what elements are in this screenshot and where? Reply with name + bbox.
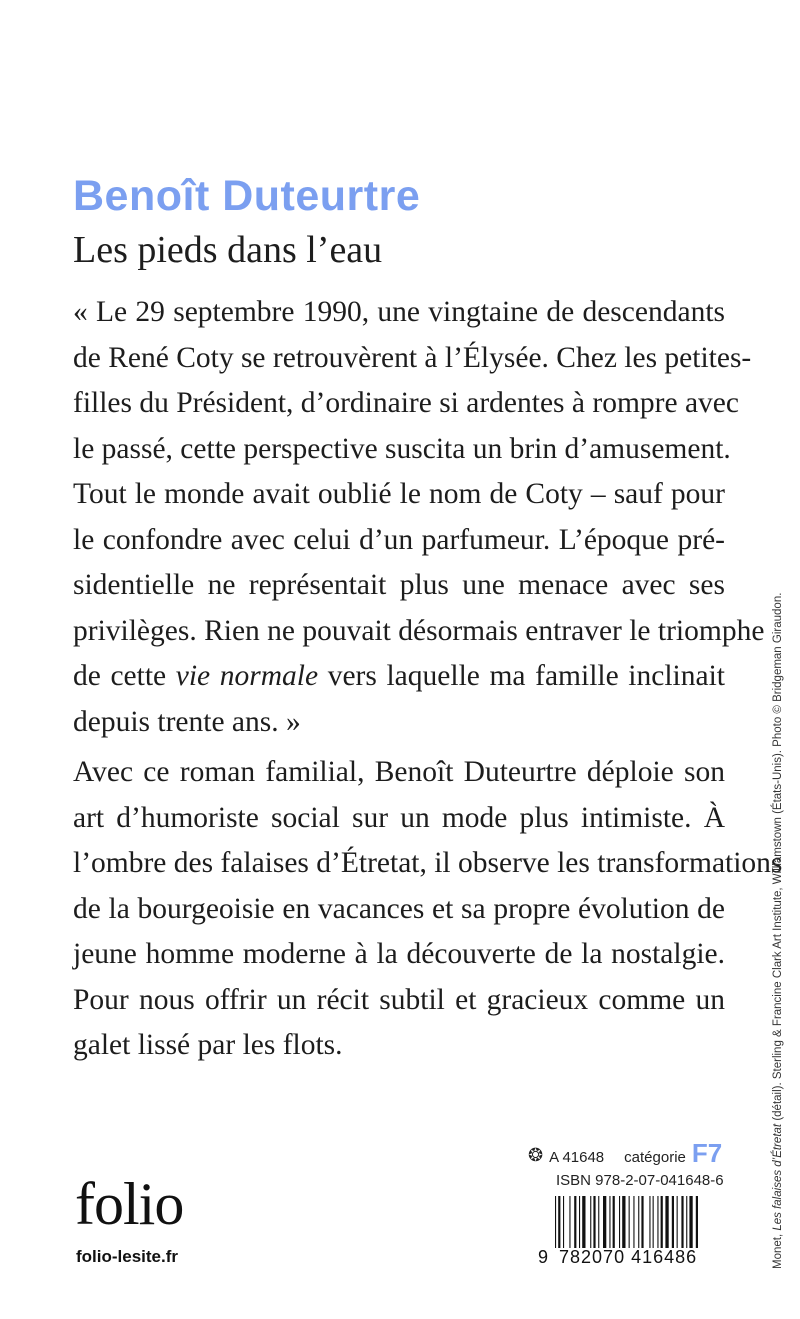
barcode-bar — [609, 1196, 610, 1248]
barcode-bar — [622, 1196, 625, 1248]
barcode-bar — [579, 1196, 580, 1248]
barcode-bar — [633, 1196, 634, 1248]
barcode-number: 782070 416486 — [559, 1247, 698, 1267]
quote-line: le confondre avec celui d’un parfumeur. L’époque pré- — [73, 523, 725, 556]
barcode-bar — [629, 1196, 630, 1248]
barcode-bar — [569, 1196, 570, 1248]
credit-suffix: (détail). Sterling & Francine Clark Art Institute, Williamstown (États-Unis). Photo © Bridgeman Giraudon. — [772, 592, 784, 1124]
quote-line: le passé, cette perspective suscita un brin d’amusement. — [73, 432, 731, 465]
barcode-bar — [686, 1196, 687, 1248]
image-credit — [772, 593, 784, 1269]
quote-line: privilèges. Rien ne pouvait désormais entraver le triomphe — [73, 614, 765, 647]
quote-line: filles du Président, d’ordinaire si ardentes à rompre avec — [73, 387, 739, 419]
quote-line-with-italic — [73, 654, 725, 700]
barcode-bar — [649, 1196, 650, 1248]
catalog-info — [528, 1140, 722, 1166]
barcode-bar — [582, 1196, 585, 1248]
author-name: Benoît Duteurtre — [73, 172, 421, 220]
quote-line: « Le 29 septembre 1990, une vingtaine de descendants — [73, 296, 725, 328]
isbn: ISBN 978-2-07-041648-6 — [556, 1172, 724, 1189]
italic-phrase: vie normale — [175, 660, 319, 692]
barcode — [555, 1196, 723, 1248]
barcode-bar — [665, 1196, 668, 1248]
blurb-line: Pour nous offrir un récit subtil et gracieux comme un — [73, 983, 725, 1016]
catalog-number: A 41648 — [549, 1149, 605, 1166]
barcode-bar — [696, 1196, 698, 1248]
publisher-website: folio-lesite.fr — [76, 1247, 179, 1266]
quote-line: sidentielle ne représentait plus une menace avec ses — [73, 569, 725, 601]
quote-line: depuis trente ans. » — [73, 705, 301, 738]
barcode-bar — [619, 1196, 620, 1248]
barcode-bar — [689, 1196, 692, 1248]
quote-text: de cette — [73, 660, 176, 692]
barcode-bar — [598, 1196, 599, 1248]
folio-logo: folio — [75, 1171, 184, 1237]
barcode-bar — [657, 1196, 658, 1248]
blurb-line: jeune homme moderne à la découverte de la nostalgie. — [73, 938, 725, 970]
barcode-bar — [681, 1196, 683, 1248]
barcode-bar — [641, 1196, 643, 1248]
barcode-bar — [661, 1196, 663, 1248]
barcode-bar — [558, 1196, 560, 1248]
barcode-first-digit: 9 — [538, 1247, 550, 1267]
category-code: F7 — [691, 1138, 723, 1168]
barcode-bar — [563, 1196, 564, 1248]
barcode-bar — [603, 1196, 606, 1248]
quote-excerpt — [73, 290, 765, 745]
barcode-bar — [593, 1196, 595, 1248]
barcode-bar — [613, 1196, 615, 1248]
barcode-bar — [672, 1196, 674, 1248]
barcode-bar — [638, 1196, 639, 1248]
barcode-digits — [538, 1247, 697, 1268]
quote-line: de René Coty se retrouvèrent à l’Élysée. Chez les petites- — [73, 341, 752, 374]
blurb-line: de la bourgeoisie en vacances et sa propre évolution de — [73, 892, 725, 925]
credit-prefix: Monet, — [772, 1230, 784, 1269]
book-title: Les pieds dans l’eau — [73, 229, 383, 271]
quote-text: vers laquelle ma famille inclinait — [318, 660, 725, 692]
barcode-bar — [590, 1196, 591, 1248]
blurb-line: art d’humoriste social sur un mode plus intimiste. À — [73, 801, 725, 834]
barcode-bar — [555, 1196, 556, 1248]
barcode-bar — [653, 1196, 654, 1248]
quote-line: Tout le monde avait oublié le nom de Coty – sauf pour — [73, 478, 725, 510]
blurb-line: l’ombre des falaises d’Étretat, il observe les transformations — [73, 847, 783, 879]
category-label: catégorie — [624, 1149, 686, 1166]
publisher-emblem-icon: ❂ — [528, 1145, 544, 1165]
barcode-bar — [677, 1196, 678, 1248]
barcode-bar — [574, 1196, 576, 1248]
blurb-line: galet lissé par les flots. — [73, 1029, 343, 1061]
blurb-line: Avec ce roman familial, Benoît Duteurtre déploie son — [73, 756, 725, 788]
credit-artwork: Les falaises d’Étretat — [772, 1123, 784, 1231]
